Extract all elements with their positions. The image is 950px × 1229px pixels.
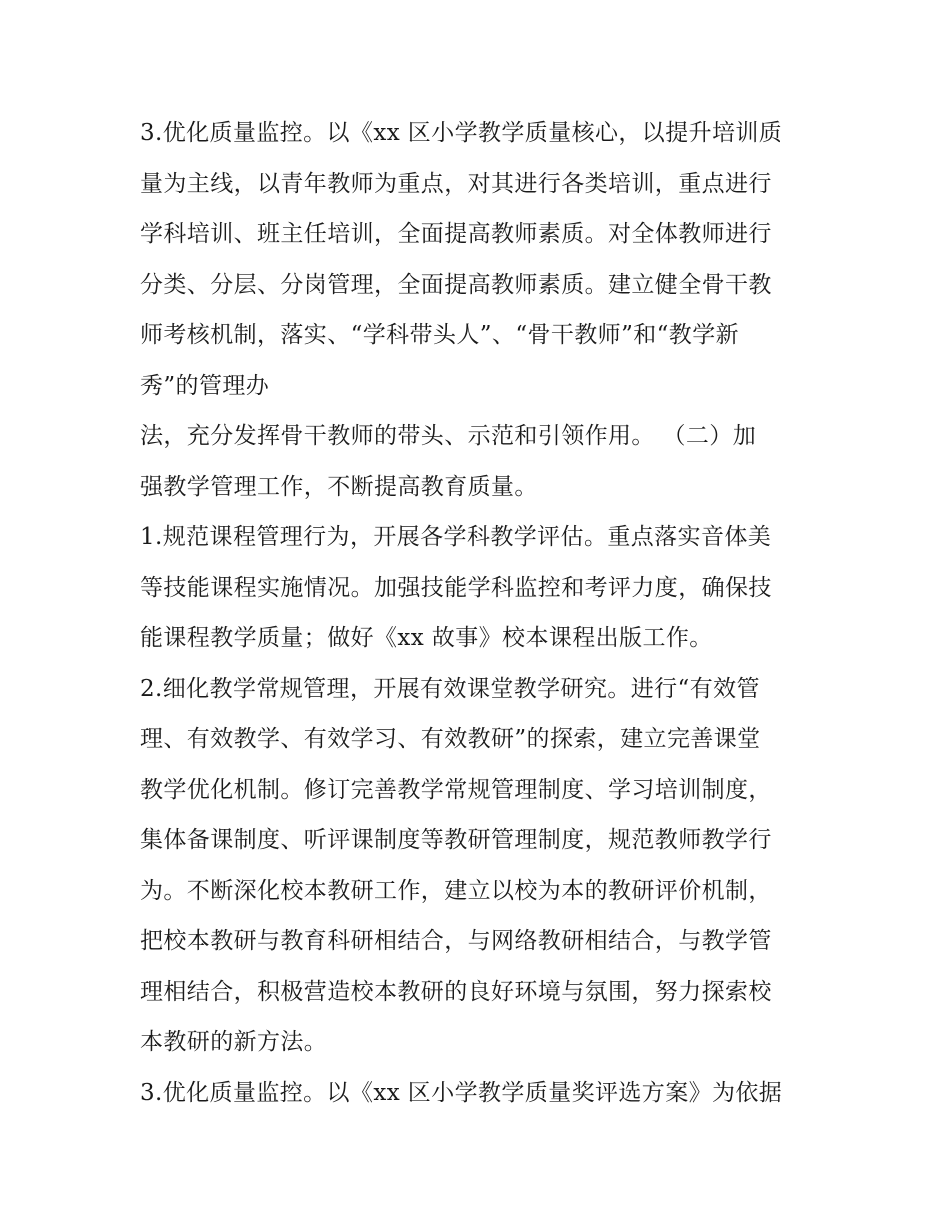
text-line: 秀”的管理办 bbox=[140, 372, 270, 399]
text-line: 等技能课程实施情况。加强技能学科监控和考评力度，确保技 bbox=[140, 574, 772, 601]
text-line: 量为主线，以青年教师为重点，对其进行各类培训，重点进行 bbox=[140, 170, 772, 197]
text-line: 3.优化质量监控。以《xx 区小学教学质量核心，以提升培训质 bbox=[140, 120, 783, 146]
text-line: 理、有效教学、有效学习、有效教研”的探索，建立完善课堂 bbox=[140, 726, 761, 752]
text-line: 学科培训、班主任培训，全面提高教师素质。对全体教师进行 bbox=[140, 221, 772, 247]
text-line: 能课程教学质量；做好《xx 故事》校本课程出版工作。 bbox=[140, 625, 713, 651]
text-line: 强教学管理工作，不断提高教育质量。 bbox=[140, 473, 538, 500]
text-line: 3.优化质量监控。以《xx 区小学教学质量奖评选方案》为依据 bbox=[140, 1079, 783, 1106]
text-line: 教学优化机制。修订完善教学常规管理制度、学习培训制度， bbox=[140, 776, 772, 803]
text-line: 1.规范课程管理行为，开展各学科教学评估。重点落实音体美 bbox=[140, 524, 772, 550]
text-line: 为。不断深化校本教研工作，建立以校为本的教研评价机制， bbox=[140, 877, 772, 904]
text-line: 分类、分层、分岗管理，全面提高教师素质。建立健全骨干教 bbox=[140, 271, 772, 298]
text-line: 把校本教研与教育科研相结合，与网络教研相结合，与教学管 bbox=[140, 928, 772, 954]
text-line: 本教研的新方法。 bbox=[140, 1029, 328, 1055]
text-line: 理相结合，积极营造校本教研的良好环境与氛围，努力探索校 bbox=[140, 978, 772, 1005]
text-line: 2.细化教学常规管理，开展有效课堂教学研究。进行“有效管 bbox=[140, 675, 760, 702]
text-line: 集体备课制度、听评课制度等教研管理制度，规范教师教学行 bbox=[140, 827, 772, 853]
text-line: 师考核机制，落实、“学科带头人”、“骨干教师”和“教学新 bbox=[140, 322, 739, 348]
body-text bbox=[140, 108, 830, 1118]
text-line: 法，充分发挥骨干教师的带头、示范和引领作用。 （二）加 bbox=[140, 423, 757, 449]
